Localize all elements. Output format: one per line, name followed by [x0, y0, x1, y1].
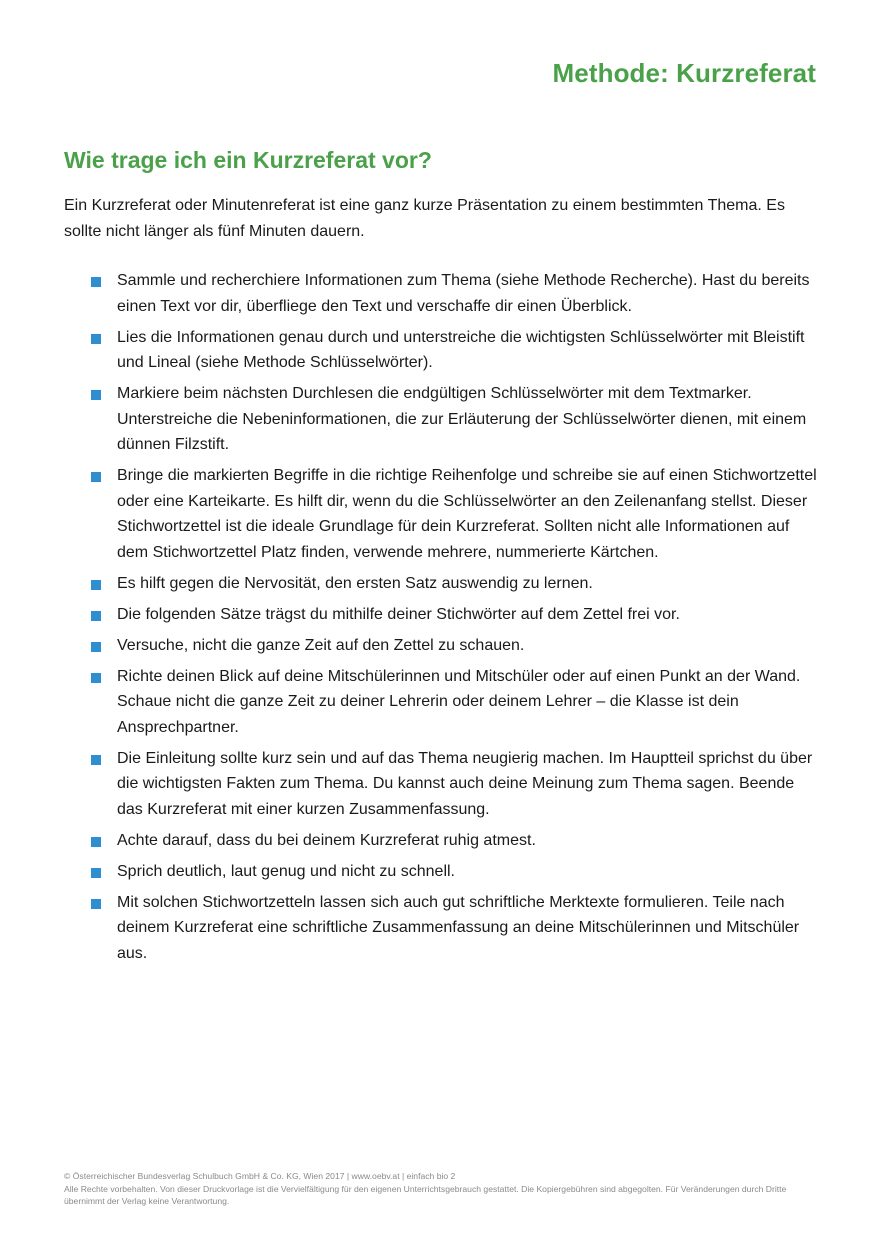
list-item-text: Markiere beim nächsten Durchlesen die endgültigen Schlüsselwörter mit dem Textmarker. Unterstreiche die Nebeninformationen, die zur Erläuterung der Schlüsselwörter dienen, mit einem dünnen Filzstift.: [117, 385, 807, 453]
list-item: [64, 602, 824, 628]
square-bullet-icon: [91, 642, 101, 652]
list-item-text: Mit solchen Stichwortzetteln lassen sich auch gut schriftliche Merktexte formulieren. Teile nach deinem Kurzreferat eine schriftliche Zusammenfassung an deine Mitschülerinnen und Mitschüler aus.: [117, 893, 800, 962]
intro-paragraph: Ein Kurzreferat oder Minutenreferat ist eine ganz kurze Präsentation zu einem bestimmten Thema. Es sollte nicht länger als fünf Minuten dauern.: [64, 197, 785, 240]
square-bullet-icon: [91, 611, 101, 621]
square-bullet-icon: [91, 673, 101, 683]
list-item-text: Sprich deutlich, laut genug und nicht zu schnell.: [117, 862, 455, 880]
list-item: [64, 463, 824, 565]
square-bullet-icon: [91, 755, 101, 765]
list-item-text: Lies die Informationen genau durch und unterstreiche die wichtigsten Schlüsselwörter mit Bleistift und Lineal (siehe Methode Schlüsselwörter).: [117, 328, 805, 371]
square-bullet-icon: [91, 390, 101, 400]
list-item: [64, 571, 824, 597]
section-heading: Wie trage ich ein Kurzreferat vor?: [64, 147, 432, 173]
square-bullet-icon: [91, 868, 101, 878]
list-item: [64, 890, 824, 967]
list-item-text: Achte darauf, dass du bei deinem Kurzreferat ruhig atmest.: [117, 831, 536, 849]
page-title: Methode: Kurzreferat: [552, 58, 816, 88]
list-item: [64, 268, 824, 319]
list-item-text: Die Einleitung sollte kurz sein und auf das Thema neugierig machen. Im Hauptteil sprichst du über die wichtigsten Fakten zum Thema. Du kannst auch deine Meinung zum Thema sagen. Beende das Kurzreferat mit einer kurzen Zusammenfassung.: [117, 749, 813, 818]
list-item: [64, 859, 824, 885]
list-item: [64, 633, 824, 659]
list-item-text: Die folgenden Sätze trägst du mithilfe deiner Stichwörter auf dem Zettel frei vor.: [117, 605, 680, 623]
square-bullet-icon: [91, 277, 101, 287]
square-bullet-icon: [91, 837, 101, 847]
square-bullet-icon: [91, 334, 101, 344]
instruction-list: [64, 268, 824, 972]
copyright-line: © Österreichischer Bundesverlag Schulbuch GmbH & Co. KG, Wien 2017 | www.oebv.at | einfach bio 2: [64, 1171, 456, 1181]
square-bullet-icon: [91, 580, 101, 590]
list-item: [64, 325, 824, 376]
list-item: [64, 664, 824, 741]
footer: [64, 1170, 824, 1208]
rights-notice: Alle Rechte vorbehalten. Von dieser Druckvorlage ist die Vervielfältigung für den eigenen Unterrichtsgebrauch gestattet. Die Kopiergebühren sind abgegolten. Für Veränderungen durch Dritte übernimmt der Verlag keine Verantwortung.: [64, 1183, 787, 1206]
square-bullet-icon: [91, 899, 101, 909]
list-item-text: Sammle und recherchiere Informationen zum Thema (siehe Methode Recherche). Hast du bereits einen Text vor dir, überfliege den Text und verschaffe dir einen Überblick.: [117, 272, 810, 315]
list-item: [64, 381, 824, 458]
list-item: [64, 746, 824, 823]
list-item: [64, 828, 824, 854]
list-item-text: Bringe die markierten Begriffe in die richtige Reihenfolge und schreibe sie auf einen Stichwortzettel oder eine Karteikarte. Es hilft dir, wenn du die Schlüsselwörter an den Zeilenanfang stellst. Dieser Stichwortzettel ist die ideale Grundlage für dein Kurzreferat. Sollten nicht alle Informationen auf dem Stichwortzettel Platz finden, verwende mehrere, nummerierte Kärtchen.: [117, 467, 817, 561]
list-item-text: Richte deinen Blick auf deine Mitschülerinnen und Mitschüler oder auf einen Punkt an der Wand. Schaue nicht die ganze Zeit zu deiner Lehrerin oder deinem Lehrer – die Klasse ist dein Ansprechpartner.: [117, 667, 801, 736]
list-item-text: Es hilft gegen die Nervosität, den ersten Satz auswendig zu lernen.: [117, 574, 593, 592]
list-item-text: Versuche, nicht die ganze Zeit auf den Zettel zu schauen.: [117, 636, 525, 654]
square-bullet-icon: [91, 472, 101, 482]
